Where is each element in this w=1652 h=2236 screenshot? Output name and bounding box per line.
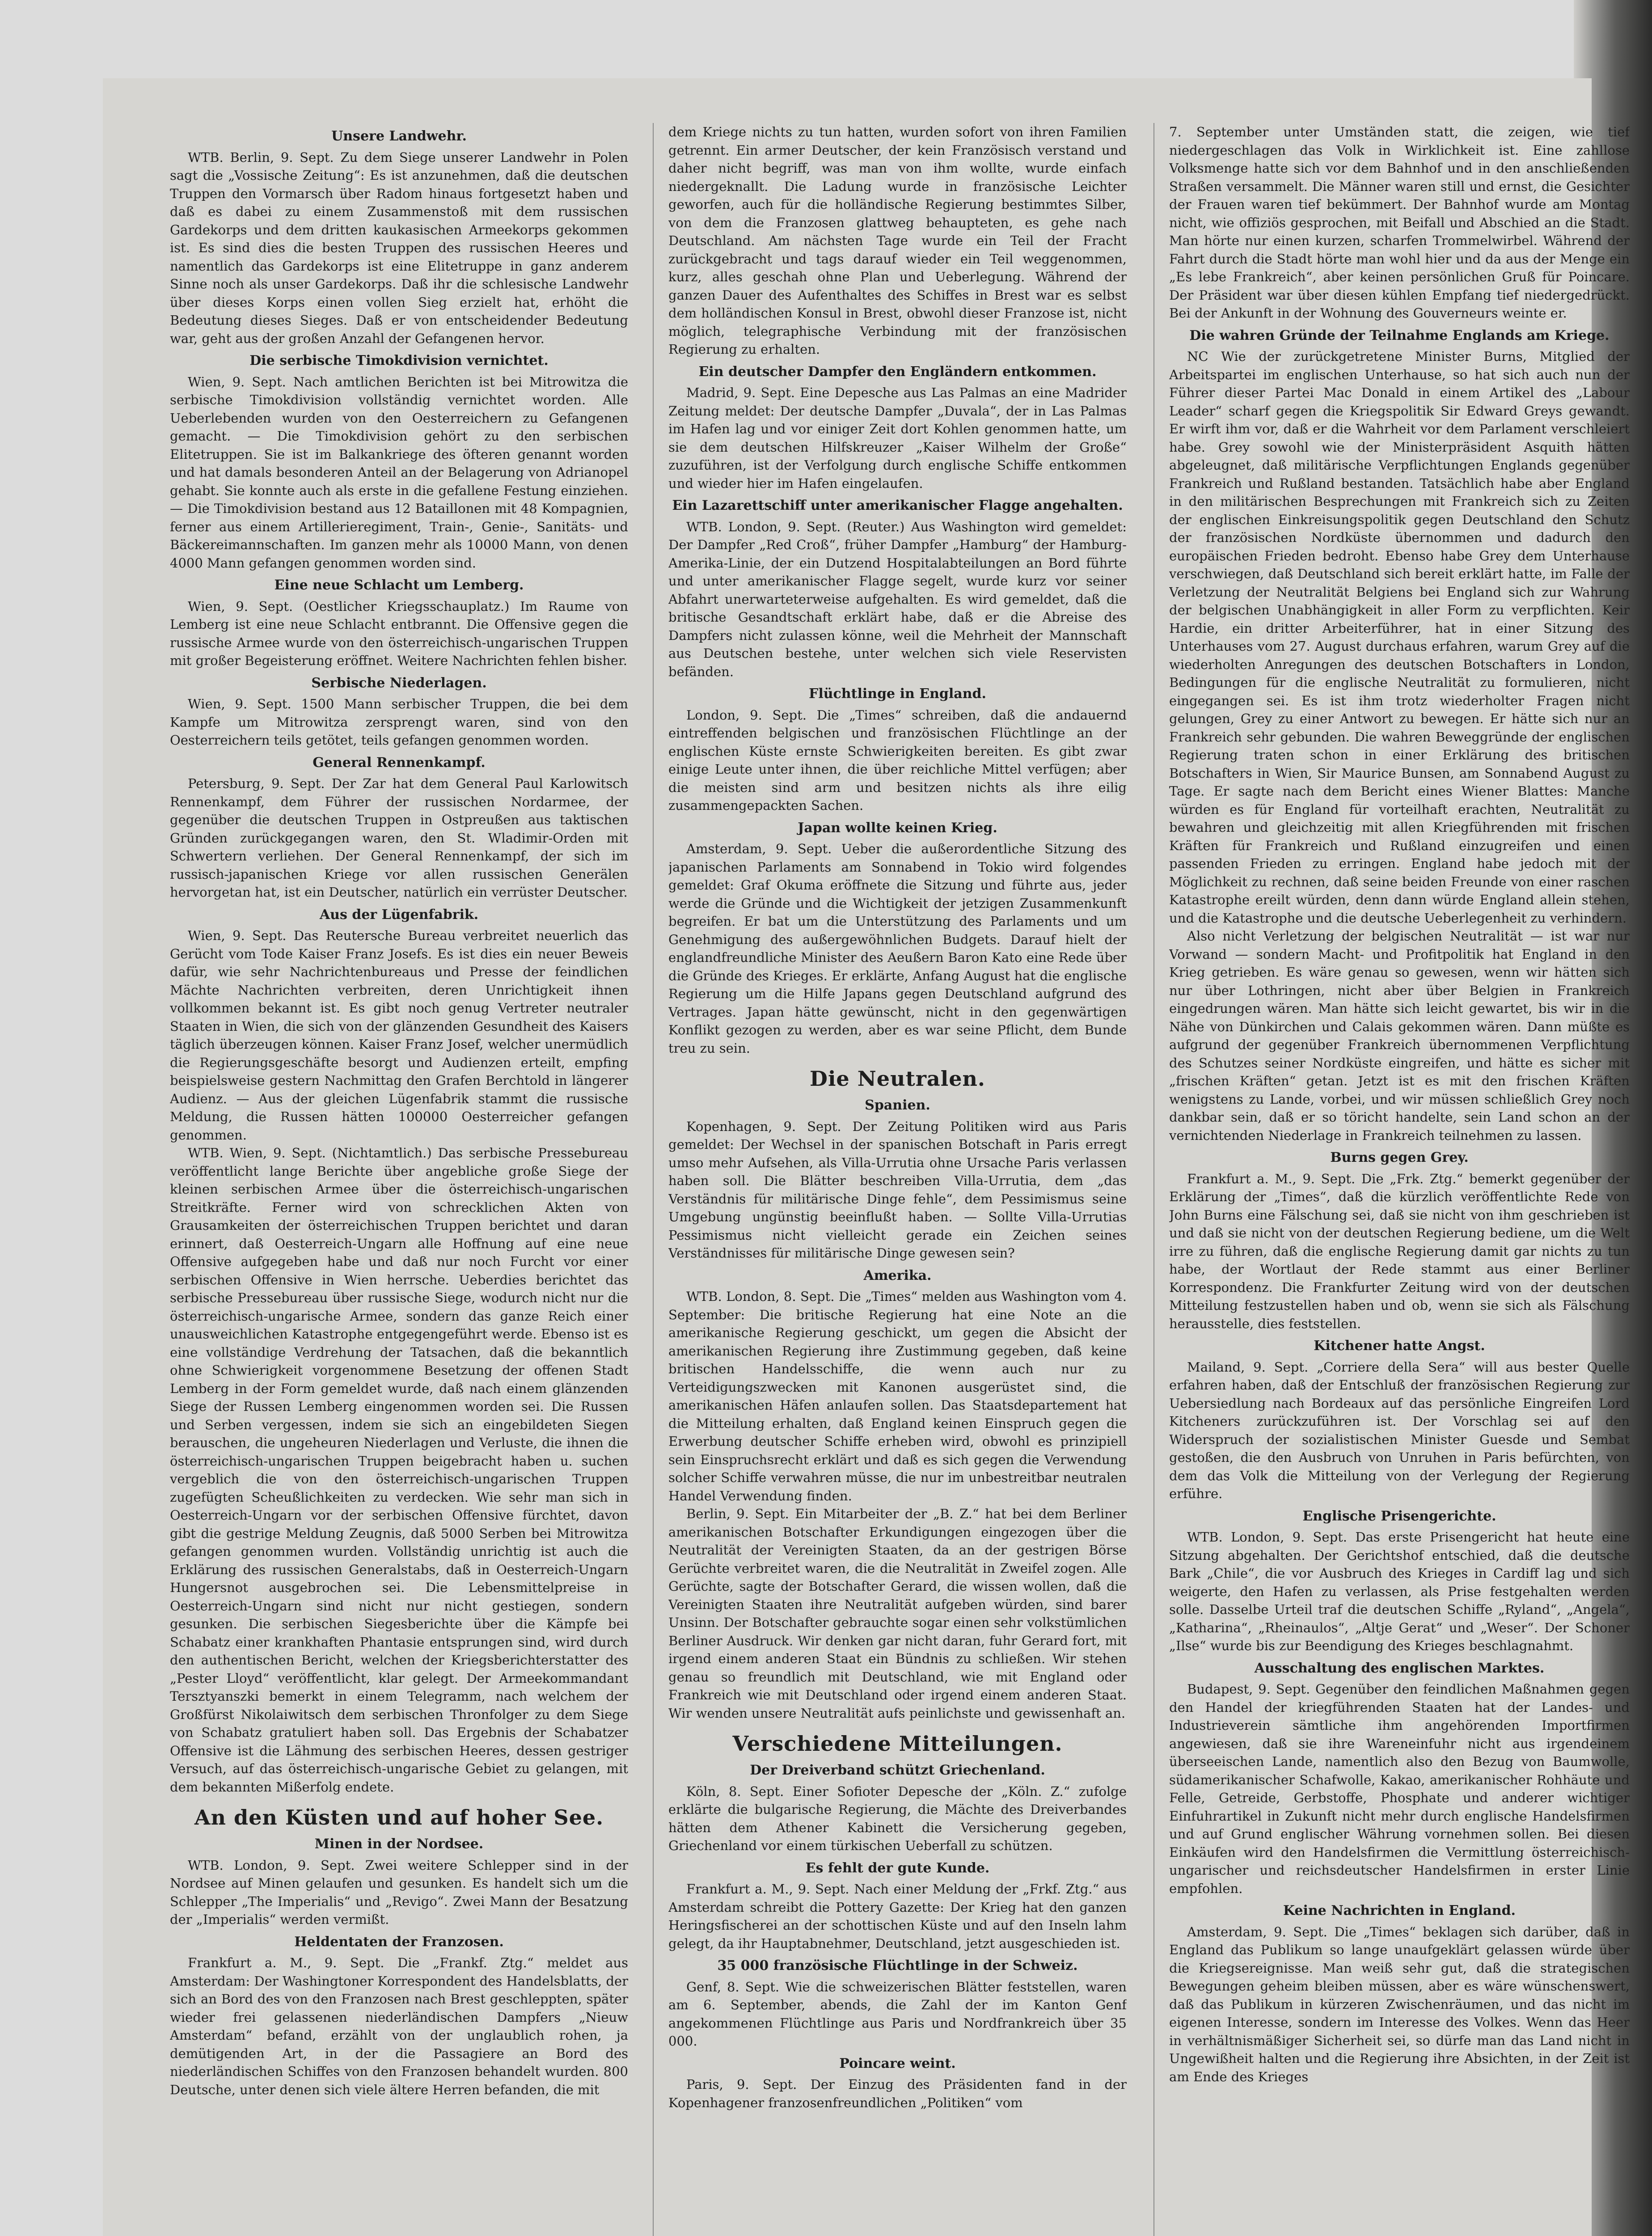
headline: Die wahren Gründe der Teilnahme Englands am Kriege.	[1189, 327, 1610, 343]
article-text: Kopenhagen, 9. Sept. Der Zeitung Politiken wird aus Paris gemeldet: Der Wechsel in der spanischen Botschaft in Paris erregt umso mehr Aufsehen, als Villa-Urrutia ohne Ursache Paris verlassen haben soll. Die Blätter beschreiben Villa-Urrutia, dem „das Verständnis für militärische Dinge fehle“, dem Pessimismus seine Umgebung ungünstig beeinflußt haben. — Sollte Villa-Urrutias Pessimismus nicht vielleicht gerade ein Zeichen seines Verständnisses für militärische Dinge gewesen sein?	[668, 1118, 1127, 1261]
column-1	[170, 123, 628, 2236]
article-text: Wien, 9. Sept. (Oestlicher Kriegsschauplatz.) Im Raume von Lemberg ist eine neue Schlacht entbrannt. Die Offensive gegen die russische Armee wurde von den österreichisch-ungarischen Truppen mit großer Begeisterung eröffnet. Weitere Nachrichten fehlen bisher.	[170, 598, 628, 668]
column-divider	[1153, 123, 1154, 2236]
article-text: Frankfurt a. M., 9. Sept. Nach einer Meldung der „Frkf. Ztg.“ aus Amsterdam schreibt die Pottery Gazette: Der Krieg hat den ganzen Heringsfischerei an der schottischen Küste und auf den Inseln lahm gelegt, da ihr Hauptabnehmer, Deutschland, jetzt ausgeschieden ist.	[668, 1881, 1127, 1951]
article-text: Köln, 8. Sept. Einer Sofioter Depesche der „Köln. Z.“ zufolge erklärte die bulgarische Regierung, die Mächte des Dreiverbandes hätten dem Athener Kabinett die Versicherung gegeben, Griechenland vor einem türkischen Ueberfall zu schützen.	[668, 1783, 1127, 1853]
article-text: WTB. London, 9. Sept. (Reuter.) Aus Washington wird gemeldet: Der Dampfer „Red Croß“, früher Dampfer „Hamburg“ der Hamburg-Amerika-Linie, der ein Dutzend Hospitalabteilungen an Bord führte und unter amerikanischer Flagge segelt, wurde kurz vor seiner Abfahrt unerwarteterweise aufgehalten. Es wird gemeldet, daß die britische Gesandtschaft erklärt habe, daß er die Abreise des Dampfers nicht zulassen könne, weil die Mehrheit der Mannschaft aus Deutschen bestehe, unter welchen sich viele Reservisten befänden.	[668, 519, 1127, 679]
section-title: Die Neutralen.	[810, 1067, 985, 1091]
article-text: Madrid, 9. Sept. Eine Depesche aus Las Palmas an eine Madrider Zeitung meldet: Der deutsche Dampfer „Duvala“, der in Las Palmas im Hafen lag und vor einiger Zeit dort Kohlen genommen hatte, um sie dem deutschen Hilfskreuzer „Kaiser Wilhelm der Große“ zuzuführen, ist der Verfolgung durch englische Schiffe entkommen und wieder hier im Hafen eingelaufen.	[668, 385, 1127, 491]
article-text: dem Kriege nichts zu tun hatten, wurden sofort von ihren Familien getrennt. Ein armer Deutscher, der kein Französisch verstand und daher nicht begriff, was man von ihm wollte, wurde einfach niedergeknallt. Die Ladung wurde in französische Leichter geworfen, auch für die holländische Regierung bestimmtes Silber, von dem die Franzosen glattweg behaupteten, es gehe nach Deutschland. Am nächsten Tage wurde ein Teil der Fracht zurückgebracht und tags darauf wieder ein Teil weggenommen, kurz, alles geschah ohne Plan und Ueberlegung. Während der ganzen Dauer des Aufenthaltes des Schiffes in Brest war es selbst dem holländischen Konsul in Brest, obwohl dieser Franzose ist, nicht möglich, telegraphische Verbindung mit der französischen Regierung zu erhalten.	[668, 124, 1127, 357]
article-text: Berlin, 9. Sept. Ein Mitarbeiter der „B. Z.“ hat bei dem Berliner amerikanischen Botschafter Erkundigungen eingezogen über die Neutralität der Vereinigten Staaten, da an der gestrigen Börse Gerüchte verbreitet waren, die die Neutralität in Zweifel zogen. Alle Gerüchte, sagte der Botschafter Gerard, die wissen wollen, daß die Vereinigten Staaten ihre Neutralität aufgeben würden, sind barer Unsinn. Der Botschafter gebrauchte sogar einen sehr volkstümlichen Berliner Ausdruck. Wir denken gar nicht daran, fuhr Gerard fort, mit irgend einem anderen Staat ein Bündnis zu schließen. Wir stehen genau so freundlich mit Deutschland, wie mit England oder Frankreich wie mit Deutschland oder irgend einem anderen Staat. Wir wenden unsere Neutralität aufs peinlichste und gewissenhaft an.	[668, 1506, 1127, 1721]
headline: Kitchener hatte Angst.	[1314, 1338, 1485, 1354]
article-text: Wien, 9. Sept. Das Reutersche Bureau verbreitet neuerlich das Gerücht vom Tode Kaiser Franz Josefs. Es ist dies ein neuer Beweis dafür, wie sehr Nachrichtenbureaus und Presse der feindlichen Mächte Nachrichten verbreiten, deren Unrichtigkeit ihnen vollkommen bekannt ist. Es gibt noch genug Vertreter neutraler Staaten in Wien, die sich von der glänzenden Gesundheit des Kaisers täglich überzeugen können. Kaiser Franz Josef, welcher unermüdlich die Regierungsgeschäfte besorgt und Audienzen erteilt, empfing beispielsweise gestern Nachmittag den Grafen Berchtold in längerer Audienz. — Aus der gleichen Lügenfabrik stammt die russische Meldung, die Russen hätten 100000 Oesterreicher gefangen genommen.	[170, 928, 628, 1143]
section-title: An den Küsten und auf hoher See.	[194, 1805, 604, 1829]
article-text: NC Wie der zurückgetretene Minister Burns, Mitglied der Arbeitspartei im englischen Unterhause, so hat sich auch nun der Führer dieser Partei Mac Donald in einem Artikel des „Labour Leader“ scharf gegen die Kriegspolitik Sir Edward Greys gewandt. Er wirft ihm vor, daß er die Wahrheit vor dem Parlament verschleiert habe. Grey sowohl wie der Ministerpräsident Asquith hätten abgeleugnet, daß militärische Verpflichtungen Englands gegenüber Frankreich und Rußland bestanden. Tatsächlich habe aber England in den militärischen Besprechungen mit Frankreich sich zu Zeiten der englischen Einkreisungspolitik gegen Deutschland den Schutz der französischen Nordküste übernommen und dadurch den europäischen Frieden bedroht. Ebenso habe Grey dem Unterhause verschwiegen, daß Deutschland sich bereit erklärt hatte, im Falle der Verletzung der Neutralität Belgiens bei England sich zur Wahrung der belgischen Unabhängigkeit in aller Form zu verpflichten. Keir Hardie, ein dritter Arbeiterführer, hat in einer Sitzung des Unterhauses vom 27. August durchaus erfahren, warum Grey auf die wiederholten Anregungen des deutschen Botschafters in London, Bedingungen für die englische Neutralität zu formulieren, nicht eingegangen sei. Es ist ihm trotz wiederholter Fragen nicht gelungen, Grey zu einer Antwort zu bewegen. Er hätte sich nur an Frankreich sehr gebunden. Die wahren Beweggründe der englischen Regierung traten schon in einer Erklärung des britischen Botschafters in Wien, Sir Maurice Bunsen, am Sonnabend August zu Tage. Er sagte nach dem Bericht eines Wiener Blattes: Manche würden es für England für vorteilhaft erachten, Neutralität zu bewahren und gleichzeitig mit allen Kriegführenden mit frischen Kräften für Frankreich und Rußland einzugreifen und einen passenden Frieden zu erringen. England habe jedoch mit der Möglichkeit zu rechnen, daß seine beiden Freunde von einer raschen Katastrophe ereilt würden, denn dann würde England allein stehen, und die Katastrophe und die deutsche Ueberlegenheit zu verhindern.	[1169, 349, 1630, 926]
headline: Ein Lazarettschiff unter amerikanischer Flagge angehalten.	[672, 498, 1123, 513]
headline: Ausschaltung des englischen Marktes.	[1254, 1660, 1545, 1676]
article-text: Budapest, 9. Sept. Gegenüber den feindlichen Maßnahmen gegen den Handel der kriegführenden Staaten hat der Landes- und Industrieverein sämtliche ihm angehörenden Importfirmen angewiesen, daß sie ihre Wareneinfuhr nicht aus irgendeinem überseeischen Lande, namentlich also den Bezug von Baumwolle, südamerikanischer Schafwolle, Kakao, amerikanischer Rohhäute und Felle, Getreide, Gerbstoffe, Phosphate und anderer wichtiger Einfuhrartikel in Zukunft nicht mehr durch englische Handelsfirmen und auf Grund englischer Währung vornehmen sollen. Bei diesen Einkäufen wird den Handelsfirmen die Vermittlung österreichisch-ungarischer und reichsdeutscher Handelsfirmen in erster Linie empfohlen.	[1169, 1681, 1630, 1896]
headline: Aus der Lügenfabrik.	[319, 906, 479, 923]
article-text: WTB. Berlin, 9. Sept. Zu dem Siege unserer Landwehr in Polen sagt die „Vossische Zeitung“: Es ist anzunehmen, daß die deutschen Truppen den Vormarsch über Radom hinaus fortgesetzt haben und daß es dabei zu einem Zusammenstoß mit dem russischen Gardekorps und dem dritten kaukasischen Armeekorps gekommen ist. Es sind dies die besten Truppen des russischen Heeres und namentlich das Gardekorps ist eine Elitetruppe in ganz anderem Sinne noch als unser Gardekorps. Daß ihr die schlesische Landwehr über dieses Korps einen vollen Sieg erzielt hat, erhöht die Bedeutung dieses Sieges. Daß er von entscheidender Bedeutung war, geht aus der großen Anzahl der Gefangenen hervor.	[170, 149, 628, 346]
article-text: Amsterdam, 9. Sept. Ueber die außerordentliche Sitzung des japanischen Parlaments am Sonnabend in Tokio wird folgendes gemeldet: Graf Okuma eröffnete die Sitzung und führte aus, jeder werde die Gründe und die Wichtigkeit der jetzigen Zusammenkunft begreifen. Er bat um die Unterstützung des Parlaments und um Genehmigung des außergewöhnlichen Budgets. Darauf hielt der englandfreundliche Minister des Aeußern Baron Kato eine Rede über die Gründe des Krieges. Er erklärte, Anfang August hat die englische Regierung um die Hilfe Japans gegen Deutschland aufgrund des Vertrages. Japan hätte gewünscht, nicht in den gegenwärtigen Konflikt gezogen zu werden, aber es war seine Pflicht, dem Bunde treu zu sein.	[668, 841, 1127, 1056]
article-text: 7. September unter Umständen statt, die zeigen, wie tief niedergeschlagen das Volk in Wirklichkeit ist. Eine zahllose Volksmenge hatte sich vor dem Bahnhof und in den anschließenden Straßen versammelt. Die Männer waren still und ernst, die Gesichter der Frauen waren tief bekümmert. Der Bahnhof wurde am Montag nicht, wie offiziös gesprochen, mit Beifall und Abschied an die Stadt. Man hörte nur einen kurzen, scharfen Trommelwirbel. Während der Fahrt durch die Stadt hörte man wohl hier und da aus der Menge ein „Es lebe Frankreich“, aber keinen persönlichen Gruß für Poincare. Der Präsident war über diesen kühlen Empfang tief niedergedrückt. Bei der Ankunft in der Wohnung des Gouverneurs weinte er.	[1169, 124, 1630, 321]
headline: General Rennenkampf.	[313, 754, 486, 771]
article-text: Paris, 9. Sept. Der Einzug des Präsidenten fand in der Kopenhagener franzosenfreundlichen „Politiken“ vom	[668, 2077, 1127, 2110]
article-text: Petersburg, 9. Sept. Der Zar hat dem General Paul Karlowitsch Rennenkampf, dem Führer der russischen Nordarmee, der gegenüber die deutschen Truppen in Ostpreußen aus taktischen Gründen zurückgegangen waren, den St. Wladimir-Orden mit Schwertern verliehen. Der General Rennenkampf, der sich im russisch-japanischen Kriege vor allen russischen Generälen hervorgetan hat, ist ein Deutscher, natürlich ein verrüster Deutscher.	[170, 776, 628, 900]
column-3	[1169, 123, 1630, 2236]
headline: Poincare weint.	[839, 2055, 956, 2071]
headline: Heldentaten der Franzosen.	[294, 1934, 504, 1950]
article-text: Also nicht Verletzung der belgischen Neutralität — ist war nur Vorwand — sondern Macht- und Profitpolitik hat England in den Krieg getrieben. Es wäre genau so gewesen, wenn wir hätten sich nur über Lothringen, nicht aber über Belgien in Frankreich eingedrungen wären. Man hätte sich leicht gewartet, bis wir in die Nähe von Dünkirchen und Calais gekommen wären. Dann müßte es aufgrund der gegenüber Frankreich übernommenen Verpflichtung des Schutzes seiner Nordküste eingreifen, und hätte es sicher mit „frischen Kräften“ getan. Jetzt ist es mit den frischen Kräften wenigstens zu Lande, vorbei, und wir müssen schließlich Grey noch dankbar sein, daß er so töricht handelte, sein Land schon an der vernichtenden Niederlage in Frankreich teilnehmen zu lassen.	[1169, 928, 1630, 1143]
headline: Serbische Niederlagen.	[311, 675, 487, 691]
headline: Unsere Landwehr.	[331, 128, 467, 144]
headline: Burns gegen Grey.	[1330, 1150, 1469, 1165]
headline: Keine Nachrichten in England.	[1283, 1903, 1516, 1918]
article-text: Wien, 9. Sept. 1500 Mann serbischer Truppen, die bei dem Kampfe um Mitrowitza zersprengt waren, sind von den Oesterreichern teils getötet, teils gefangen genommen worden.	[170, 696, 628, 748]
article-text: Mailand, 9. Sept. „Corriere della Sera“ will aus bester Quelle erfahren haben, daß der Entschluß der französischen Regierung zur Uebersiedlung nach Bordeaux auf das persönliche Eingreifen Lord Kitcheners zurückzuführen ist. Der Vorschlag sei auf den Widerspruch der sozialistischen Minister Guesde und Sembat gestoßen, die den Ausbruch von Unruhen in Paris befürchten, von dem das Volk die Mitteilung von der Verlegung der Regierung erführe.	[1169, 1359, 1630, 1501]
article-text: WTB. London, 9. Sept. Zwei weitere Schlepper sind in der Nordsee auf Minen gelaufen und gesunken. Es handelt sich um die Schlepper „The Imperialis“ und „Revigo“. Zwei Mann der Besatzung der „Imperialis“ werden vermißt.	[170, 1857, 628, 1927]
article-text: London, 9. Sept. Die „Times“ schreiben, daß die andauernd eintreffenden belgischen und französischen Flüchtlinge an der englischen Küste ernste Schwierigkeiten bereiten. Es gibt zwar einige Leute unter ihnen, die über reichliche Mittel verfügen; aber die meisten sind arm und besitzen nichts als ihre eilig zusammengepackten Sachen.	[668, 707, 1127, 813]
newspaper-page	[103, 78, 1630, 2236]
section-title: Verschiedene Mitteilungen.	[732, 1732, 1063, 1756]
article-text: WTB. London, 8. Sept. Die „Times“ melden aus Washington vom 4. September: Die britische Regierung hat eine Note an die amerikanische Regierung geschickt, um gegen die Absicht der amerikanischen Regierung ihre Zustimmung gegeben, daß keine britischen Handelsschiffe, die wenn auch nur zu Verteidigungszwecken mit Kanonen ausgerüstet sind, die amerikanischen Häfen anlaufen sollen. Das Staatsdepartement hat die Mitteilung erhalten, daß England keinen Einspruch gegen die Erwerbung deutscher Schiffe erheben wird, obwohl es prinzipiell sein Einspruchsrecht erklärt und daß es sich gegen die Verwendung solcher Schiffe verwahren müsse, die nur im unbestreitbar neutralen Handel Verwendung finden.	[668, 1289, 1127, 1503]
headline: Der Dreiverband schützt Griechenland.	[750, 1762, 1045, 1778]
headline: Minen in der Nordsee.	[314, 1836, 484, 1852]
headline: Eine neue Schlacht um Lemberg.	[274, 577, 524, 593]
article-text: Amsterdam, 9. Sept. Die „Times“ beklagen sich darüber, daß in England das Publikum so lange unaufgeklärt gelassen würde über die Kriegsereignisse. Man weiß sehr gut, daß die strategischen Bewegungen geheim bleiben müssen, aber es wäre wünschenswert, daß das Publikum in kürzeren Zwischenräumen, und das nicht im eigenen Interesse, sondern im Interesse des Volkes. Wenn das Heer in verhältnismäßiger Sicherheit sei, so dürfe man das Land nicht in Ungewißheit halten und die Regierung ihre Absichten, in der Zeit ist am Ende des Krieges	[1169, 1924, 1630, 2084]
article-text: Wien, 9. Sept. Nach amtlichen Berichten ist bei Mitrowitza die serbische Timokdivision vollständig vernichtet worden. Alle Ueberlebenden wurden von den Oesterreichern zu Gefangenen gemacht. — Die Timokdivision gehört zu den serbischen Elitetruppen. Sie ist im Balkankriege des öfteren genannt worden und hat damals besonderen Anteil an der Belagerung von Adrianopel gehabt. Sie konnte auch als erste in die gefallene Festung einziehen. — Die Timokdivision bestand aus 12 Bataillonen mit 48 Kompagnien, ferner aus einem Artillerieregiment, Train-, Genie-, Sanitäts- und Bäckereimannschaften. Im ganzen mehr als 10000 Mann, von denen 4000 Mann gefangen genommen worden sind.	[170, 374, 628, 571]
article-text: Frankfurt a. M., 9. Sept. Die „Frk. Ztg.“ bemerkt gegenüber der Erklärung der „Times“, daß die kürzlich veröffentlichte Rede von John Burns eine Fälschung sei, daß sie nicht von ihm geschrieben ist und daß sie nicht von der deutschen Regierung bediene, um die Welt irre zu führen, daß die englische Regierung damit gar nichts zu tun habe, der Wortlaut der Rede stammt aus einer Berliner Korrespondenz. Die Frankfurter Zeitung wird von der deutschen Mitteilung festzustellen haben und ob, wenn sie sich als Fälschung herausstelle, dies feststellen.	[1169, 1171, 1630, 1331]
article-text: Frankfurt a. M., 9. Sept. Die „Frankf. Ztg.“ meldet aus Amsterdam: Der Washingtoner Korrespondent des Handelsblatts, der sich an Bord des von den Franzosen nach Brest geschleppten, später wieder frei gelassenen niederländischen Dampfers „Nieuw Amsterdam“ befand, erzählt von der unglaublich rohen, ja demütigenden Art, in der die Passagiere an Bord des niederländischen Schiffes von den Franzosen behandelt wurden. 800 Deutsche, unter denen sich viele ältere Herren befanden, die mit	[170, 1955, 628, 2097]
article-text: WTB. London, 9. Sept. Das erste Prisengericht hat heute eine Sitzung abgehalten. Der Gerichtshof entschied, daß die deutsche Bark „Chile“, die vor Ausbruch des Krieges in Cardiff lag und sich weigerte, den Hafen zu verlassen, als Prise festgehalten werden solle. Dasselbe Urteil traf die deutschen Schiffe „Ryland“, „Angela“, „Katharina“, „Rheinaulos“, „Altje Gerat“ und „Weser“. Der Schoner „Ilse“ wurde bis zur Beendigung des Krieges beschlagnahmt.	[1169, 1529, 1630, 1653]
article-text: WTB. Wien, 9. Sept. (Nichtamtlich.) Das serbische Pressebureau veröffentlicht lange Berichte über angebliche große Siege der kleinen serbischen Armee über die österreichisch-ungarischen Streitkräfte. Ferner wird von schrecklichen Akten von Grausamkeiten der österreichischen Truppen berichtet und daran erinnert, daß Oesterreich-Ungarn alle Hoffnung auf eine neue Offensive aufgegeben habe und daß nur noch Furcht vor einer serbischen Offensive in Wien herrsche. Ueberdies berichtet das serbische Pressebureau über russische Siege, wodurch nicht nur die österreichisch-ungarische Armee, sondern das ganze Reich einer unausweichlichen Katastrophe entgegengeführt werde. Ebenso ist es eine vollständige Verdrehung der Tatsachen, daß die bekanntlich ohne Schwierigkeit vorgenommene Besetzung der offenen Stadt Lemberg in der Form gemeldet wurde, daß nach einem glänzenden Siege der Russen Lemberg eingenommen worden sei. Die Russen und Serben vergessen, indem sie sich an eingebildeten Siegen berauschen, die ungeheuren Niederlagen und Verluste, die ihnen die österreichisch-ungarischen Truppen beigebracht haben u. suchen vergeblich die von den österreichisch-ungarischen Truppen zugefügten Scheußlichkeiten zu verdecken. Wie sehr man sich in Oesterreich-Ungarn vor der serbischen Offensive fürchtet, davon gibt die gestrige Meldung Zeugnis, daß 5000 Serben bei Mitrowitza gefangen genommen wurden. Vollständig unrichtig ist auch die Erklärung des russischen Generalstabs, daß in Oesterreich-Ungarn Hungersnot ausgebrochen sei. Die Lebensmittelpreise in Oesterreich-Ungarn sind nicht nur nicht gestiegen, sondern gesunken. Die serbischen Siegesberichte über die Kämpfe bei Schabatz einer krankhaften Phantasie entsprungen sind, wird durch den authentischen Bericht, welchen der Kriegsberichterstatter des „Pester Lloyd“ veröffentlicht, klar gelegt. Der Armeekommandant Tersztyanszki bemerkt in einem Telegramm, nach welchem der Großfürst Nikolaiwitsch dem serbischen Thronfolger zu dem Siege von Schabatz gratuliert haben soll. Das Ergebnis der Schabatzer Offensive ist die Lähmung des serbischen Heeres, dessen gestriger Versuch, auf das österreichisch-ungarische Gebiet zu gelangen, mit dem bekannten Mißerfolg endete.	[170, 1145, 628, 1795]
column-2	[668, 123, 1127, 2236]
column-divider	[653, 123, 654, 2236]
headline: Flüchtlinge in England.	[809, 686, 986, 702]
article-text: Genf, 8. Sept. Wie die schweizerischen Blätter feststellen, waren am 6. September, abends, die Zahl der im Kanton Genf angekommenen Flüchtlinge aus Paris und Nordfrankreich über 35 000.	[668, 1979, 1127, 2049]
headline: Amerika.	[863, 1267, 932, 1283]
headline: Japan wollte keinen Krieg.	[798, 820, 997, 836]
headline: Ein deutscher Dampfer den Engländern entkommen.	[698, 364, 1097, 380]
headline: Englische Prisengerichte.	[1302, 1508, 1496, 1524]
headline: Spanien.	[865, 1097, 930, 1113]
headline: Es fehlt der gute Kunde.	[805, 1860, 990, 1876]
headline: 35 000 französische Flüchtlinge in der Schweiz.	[717, 1958, 1078, 1973]
headline: Die serbische Timokdivision vernichtet.	[249, 353, 549, 368]
